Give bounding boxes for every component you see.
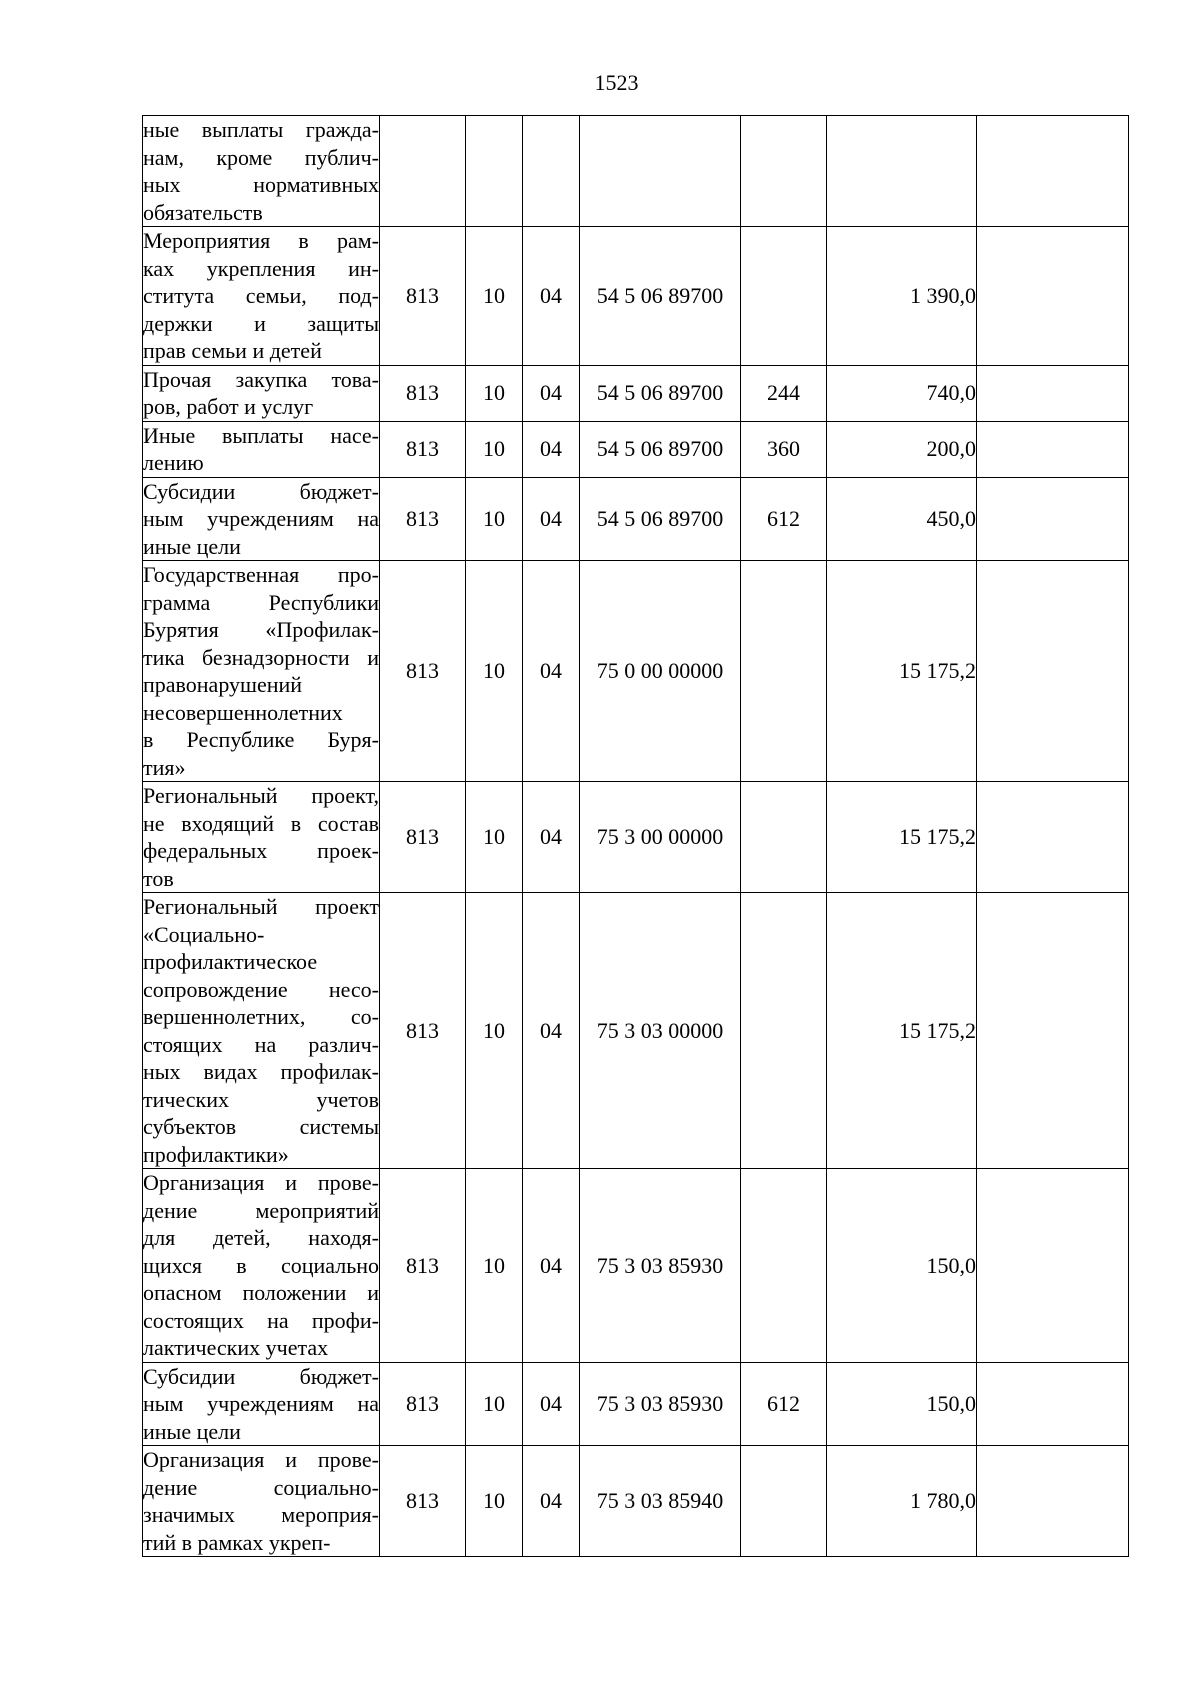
item-name-line: правонарушений (143, 672, 303, 697)
cell-subsection: 04 (523, 227, 580, 366)
table-row (143, 1169, 1129, 1363)
cell-amount: 150,0 (827, 1169, 977, 1363)
cell-target-article: 75 3 03 85930 (580, 1362, 741, 1446)
cell-target-article: 54 5 06 89700 (580, 477, 741, 561)
item-name-line: обязательств (143, 199, 263, 225)
cell-grbs: 813 (380, 1446, 466, 1557)
item-name-line: профилактики» (143, 1141, 289, 1167)
cell-item-name (143, 782, 380, 893)
cell-amount: 150,0 (827, 1362, 977, 1446)
item-name-line: ках укрепления ин- (143, 255, 379, 281)
item-name-line: Региональный проект, (143, 783, 379, 808)
cell-section: 10 (466, 1446, 523, 1557)
item-name-line: не входящий в состав (143, 810, 379, 836)
cell-subsection: 04 (523, 477, 580, 561)
item-name-line: федеральных проек- (143, 838, 379, 863)
budget-table-body (143, 116, 1129, 1557)
table-row (143, 365, 1129, 421)
cell-extra (977, 782, 1129, 893)
cell-section: 10 (466, 561, 523, 782)
cell-amount: 740,0 (827, 365, 977, 421)
cell-subsection: 04 (523, 1362, 580, 1446)
item-name-line: Региональный проект (143, 894, 379, 919)
cell-grbs: 813 (380, 782, 466, 893)
cell-target-article (580, 116, 741, 227)
cell-target-article: 75 3 03 85940 (580, 1446, 741, 1557)
item-name-line: Государственная про- (143, 562, 379, 587)
item-name-line: Субсидии бюджет- (143, 1363, 379, 1389)
cell-target-article: 75 3 03 85930 (580, 1169, 741, 1363)
cell-expense-type: 360 (741, 421, 827, 477)
cell-item-name (143, 1362, 380, 1446)
item-name-line: профилактическое (143, 949, 318, 974)
cell-section: 10 (466, 893, 523, 1169)
cell-item-name (143, 893, 380, 1169)
cell-grbs: 813 (380, 1169, 466, 1363)
item-name-line: прав семьи и детей (143, 338, 322, 363)
item-name-line: нам, кроме публич- (143, 144, 379, 170)
item-name-line: Иные выплаты насе- (143, 422, 379, 448)
cell-section: 10 (466, 227, 523, 366)
cell-grbs: 813 (380, 421, 466, 477)
item-name-line: дение мероприятий (143, 1197, 379, 1223)
cell-expense-type: 612 (741, 477, 827, 561)
table-row (143, 116, 1129, 227)
item-name-line: тов (143, 865, 174, 891)
item-name-line: Прочая закупка това- (143, 366, 379, 392)
cell-expense-type: 244 (741, 365, 827, 421)
table-row (143, 227, 1129, 366)
item-name-line: состоящих на профи- (143, 1307, 379, 1333)
item-name-line: Субсидии бюджет- (143, 478, 379, 504)
item-name-line: грамма Республики (143, 589, 379, 615)
cell-extra (977, 893, 1129, 1169)
item-name-line: лактических учетах (143, 1335, 329, 1360)
cell-item-name (143, 477, 380, 561)
cell-expense-type (741, 227, 827, 366)
cell-extra (977, 477, 1129, 561)
item-name-line: сопровождение несо- (143, 976, 379, 1002)
cell-expense-type (741, 1169, 827, 1363)
cell-expense-type (741, 893, 827, 1169)
item-name-line: тия» (143, 754, 186, 780)
cell-extra (977, 365, 1129, 421)
item-name-line: значимых мероприя- (143, 1502, 379, 1527)
item-name-line: ные выплаты гражда- (143, 117, 379, 142)
cell-extra (977, 116, 1129, 227)
item-name-line: ров, работ и услуг (143, 394, 314, 419)
item-name-line: для детей, находя- (143, 1225, 379, 1250)
cell-grbs (380, 116, 466, 227)
cell-section: 10 (466, 477, 523, 561)
cell-expense-type (741, 1446, 827, 1557)
item-name-line: опасном положении и (143, 1280, 379, 1305)
cell-subsection: 04 (523, 421, 580, 477)
cell-grbs: 813 (380, 365, 466, 421)
cell-subsection: 04 (523, 893, 580, 1169)
cell-amount: 15 175,2 (827, 782, 977, 893)
cell-subsection: 04 (523, 1169, 580, 1363)
cell-amount: 1 390,0 (827, 227, 977, 366)
item-name-line: держки и защиты (143, 310, 379, 336)
table-row (143, 893, 1129, 1169)
item-name-line: Бурятия «Профилак- (143, 617, 379, 642)
item-name-line: субъектов системы (143, 1114, 379, 1139)
cell-subsection: 04 (523, 1446, 580, 1557)
cell-target-article: 54 5 06 89700 (580, 421, 741, 477)
cell-section: 10 (466, 1169, 523, 1363)
item-name-line: тических учетов (143, 1086, 379, 1112)
cell-amount: 15 175,2 (827, 893, 977, 1169)
item-name-line: ным учреждениям на (143, 1391, 379, 1416)
item-name-line: вершеннолетних, со- (143, 1004, 379, 1029)
table-row (143, 1362, 1129, 1446)
cell-expense-type (741, 116, 827, 227)
item-name-line: Организация и прове- (143, 1447, 379, 1472)
cell-target-article: 54 5 06 89700 (580, 365, 741, 421)
cell-section: 10 (466, 365, 523, 421)
item-name-line: ститута семьи, под- (143, 283, 379, 308)
cell-target-article: 54 5 06 89700 (580, 227, 741, 366)
item-name-line: тий в рамках укреп- (143, 1529, 331, 1555)
cell-item-name (143, 365, 380, 421)
cell-section: 10 (466, 782, 523, 893)
cell-extra (977, 1362, 1129, 1446)
budget-table (142, 115, 1129, 1557)
cell-target-article: 75 3 03 00000 (580, 893, 741, 1169)
cell-subsection: 04 (523, 782, 580, 893)
cell-section: 10 (466, 421, 523, 477)
item-name-line: несовершеннолетних (143, 699, 343, 725)
item-name-line: лению (143, 450, 204, 475)
cell-grbs: 813 (380, 893, 466, 1169)
item-name-line: дение социально- (143, 1474, 379, 1500)
table-row (143, 477, 1129, 561)
item-name-line: ных видах профилак- (143, 1059, 379, 1084)
item-name-line: ных нормативных (143, 172, 379, 197)
cell-item-name (143, 561, 380, 782)
cell-extra (977, 421, 1129, 477)
cell-item-name (143, 1169, 380, 1363)
cell-target-article: 75 0 00 00000 (580, 561, 741, 782)
table-row (143, 561, 1129, 782)
table-row (143, 782, 1129, 893)
item-name-line: иные цели (143, 533, 241, 559)
cell-extra (977, 561, 1129, 782)
cell-extra (977, 227, 1129, 366)
cell-amount: 200,0 (827, 421, 977, 477)
cell-subsection: 04 (523, 365, 580, 421)
cell-extra (977, 1446, 1129, 1557)
cell-amount (827, 116, 977, 227)
item-name-line: стоящих на различ- (143, 1031, 379, 1057)
cell-amount: 1 780,0 (827, 1446, 977, 1557)
cell-expense-type: 612 (741, 1362, 827, 1446)
item-name-line: Организация и прове- (143, 1170, 379, 1195)
cell-grbs: 813 (380, 561, 466, 782)
cell-item-name (143, 421, 380, 477)
page-number: 1523 (594, 70, 639, 95)
table-row (143, 1446, 1129, 1557)
cell-grbs: 813 (380, 477, 466, 561)
cell-item-name (143, 227, 380, 366)
item-name-line: иные цели (143, 1418, 241, 1444)
item-name-line: тика безнадзорности и (143, 644, 379, 670)
cell-extra (977, 1169, 1129, 1363)
cell-grbs: 813 (380, 227, 466, 366)
cell-expense-type (741, 782, 827, 893)
item-name-line: ным учреждениям на (143, 506, 379, 531)
item-name-line: «Социально- (143, 921, 265, 947)
cell-subsection (523, 116, 580, 227)
cell-section (466, 116, 523, 227)
cell-item-name (143, 116, 380, 227)
cell-target-article: 75 3 00 00000 (580, 782, 741, 893)
cell-item-name (143, 1446, 380, 1557)
cell-subsection: 04 (523, 561, 580, 782)
cell-grbs: 813 (380, 1362, 466, 1446)
item-name-line: Мероприятия в рам- (143, 228, 379, 253)
table-row (143, 421, 1129, 477)
item-name-line: в Республике Буря- (143, 727, 379, 752)
item-name-line: щихся в социально (143, 1252, 379, 1278)
cell-section: 10 (466, 1362, 523, 1446)
cell-amount: 450,0 (827, 477, 977, 561)
cell-amount: 15 175,2 (827, 561, 977, 782)
cell-expense-type (741, 561, 827, 782)
